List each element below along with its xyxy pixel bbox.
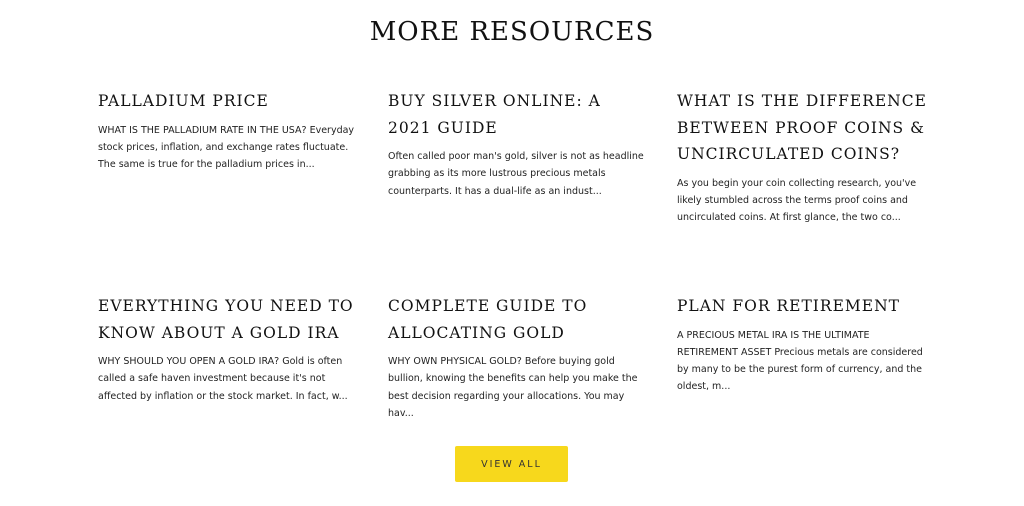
resource-card-excerpt: Often called poor man's gold, silver is not as headline grabbing as its more lustrous precious metals counterparts. It has a dual-life as an indust... bbox=[388, 151, 644, 197]
section-title: MORE RESOURCES bbox=[369, 17, 655, 47]
resource-card-allocating-gold[interactable] bbox=[388, 293, 650, 422]
resource-card-buy-silver-online[interactable] bbox=[388, 88, 650, 200]
resource-card-title[interactable]: COMPLETE GUIDE TO ALLOCATING GOLD bbox=[388, 297, 588, 342]
resource-card-proof-vs-uncirculated[interactable] bbox=[677, 88, 932, 226]
resource-card-excerpt: WHAT IS THE PALLADIUM RATE IN THE USA? Everyday stock prices, inflation, and exchange rates fluctuate. The same is true for the palladium prices in... bbox=[98, 124, 355, 171]
resource-card-excerpt: A PRECIOUS METAL IRA IS THE ULTIMATE RETIREMENT ASSET Precious metals are considered by many to be the purest form of currency, and the oldest, m... bbox=[677, 329, 923, 393]
resource-card-title[interactable]: PALLADIUM PRICE bbox=[98, 92, 269, 110]
resource-card-title[interactable]: PLAN FOR RETIREMENT bbox=[677, 297, 900, 315]
resource-card-plan-for-retirement[interactable] bbox=[677, 293, 932, 396]
resource-card-gold-ira[interactable] bbox=[98, 293, 360, 405]
resource-card-title[interactable]: WHAT IS THE DIFFERENCE BETWEEN PROOF COINS & UNCIRCULATED COINS? bbox=[677, 92, 927, 163]
resource-card-excerpt: As you begin your coin collecting research, you've likely stumbled across the terms proof coins and uncirculated coins. At first glance, the two co... bbox=[677, 177, 917, 224]
resource-card-palladium-price[interactable] bbox=[98, 88, 360, 173]
view-all-button[interactable]: VIEW ALL bbox=[455, 446, 568, 482]
resource-card-title[interactable]: EVERYTHING YOU NEED TO KNOW ABOUT A GOLD IRA bbox=[98, 297, 354, 342]
resource-card-excerpt: WHY SHOULD YOU OPEN A GOLD IRA? Gold is often called a safe haven investment because it's not affected by inflation or the stock market. In fact, w... bbox=[98, 356, 348, 402]
resource-card-title[interactable]: BUY SILVER ONLINE: A 2021 GUIDE bbox=[388, 92, 601, 137]
resource-card-excerpt: WHY OWN PHYSICAL GOLD? Before buying gold bullion, knowing the benefits can help you make the best decision regarding your allocations. You may hav... bbox=[388, 356, 638, 419]
